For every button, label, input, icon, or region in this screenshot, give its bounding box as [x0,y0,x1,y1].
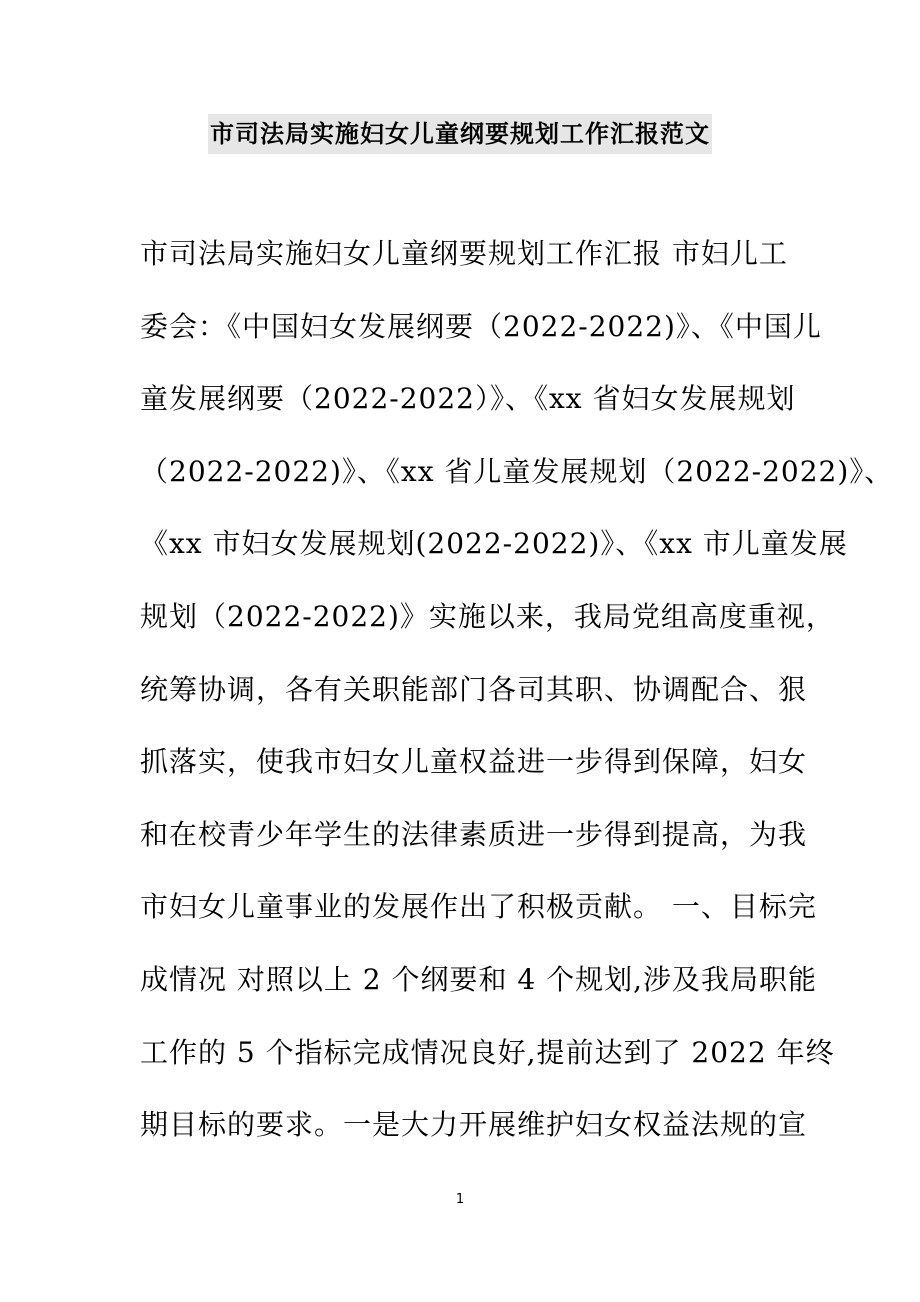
body-line: 期目标的要求。一是大力开展维护妇女权益法规的宣 [140,1108,808,1142]
title-container [0,114,920,154]
body-line: 统筹协调，各有关职能部门各司其职、协调配合、狠 [140,672,808,706]
document-title: 市司法局实施妇女儿童纲要规划工作汇报范文 [208,114,712,154]
body-line: 抓落实，使我市妇女儿童权益进一步得到保障，妇女 [140,745,808,779]
body-line: 规划（2022-2022)》实施以来，我局党组高度重视， [140,599,835,633]
body-line: 工作的 5 个指标完成情况良好,提前达到了 2022 年终 [140,1035,835,1069]
body-line: 和在校青少年学生的法律素质进一步得到提高，为我 [140,817,808,851]
body-line: 市司法局实施妇女儿童纲要规划工作汇报 市妇儿工 [140,237,788,270]
body-line: 成情况 对照以上 2 个纲要和 4 个规划,涉及我局职能 [140,962,818,996]
body-line: 《xx 市妇女发展规划(2022-2022)》、《xx 市儿童发展 [140,527,848,561]
document-body [140,232,894,1176]
body-line: 市妇女儿童事业的发展作出了积极贡献。 一、目标完 [140,890,817,924]
body-line: （2022-2022)》、《xx 省儿童发展规划（2022-2022)》、 [140,454,894,488]
body-line: 委会：《中国妇女发展纲要（2022-2022)》、《中国儿 [140,309,822,343]
body-line: 童发展纲要（2022-2022）》、《xx 省妇女发展规划 [140,382,796,416]
page-number: 1 [455,1192,465,1207]
